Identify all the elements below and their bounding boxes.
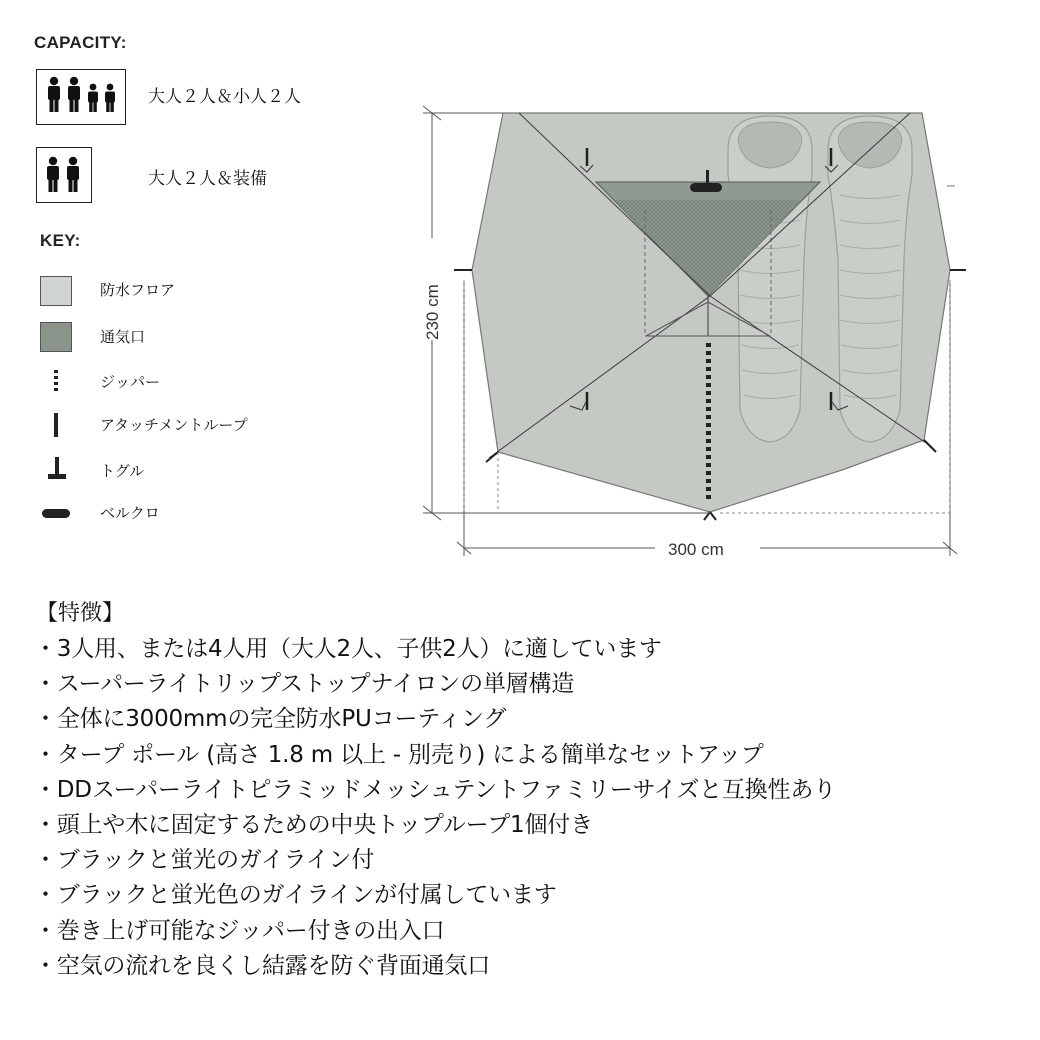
velcro-tab [690, 183, 722, 192]
toggle-top [706, 170, 709, 183]
key-attachment-loop-label: アタッチメントループ [100, 416, 248, 434]
key-toggle-label: トグル [100, 462, 145, 480]
feature-item: ・空気の流れを良くし結露を防ぐ背面通気口 [34, 952, 490, 979]
capacity-option-couple-label: 大人２人＆装備 [148, 169, 267, 189]
feature-item: ・全体に3000mmの完全防水PUコーティング [34, 706, 507, 733]
feature-item: ・ブラックと蛍光色のガイラインが付属しています [34, 882, 557, 909]
key-title: KEY: [40, 231, 81, 250]
capacity-title: CAPACITY: [34, 33, 127, 52]
feature-item: ・タープ ポール (高さ 1.8 m 以上 - 別売り) による簡単なセットアップ [34, 741, 764, 768]
height-dimension-label: 230 cm [423, 284, 442, 340]
width-dimension-label: 300 cm [668, 540, 724, 559]
feature-item: ・頭上や木に固定するための中央トップループ1個付き [34, 812, 593, 839]
features-list [34, 632, 1034, 984]
key-vent-label: 通気口 [100, 328, 146, 346]
feature-item: ・ブラックと蛍光のガイライン付 [34, 847, 375, 874]
features-title: 【特徴】 [36, 601, 125, 626]
feature-item: ・巻き上げ可能なジッパー付きの出入口 [34, 917, 445, 944]
feature-item: ・スーパーライトリップストップナイロンの単層構造 [34, 671, 575, 698]
feature-item: ・DDスーパーライトピラミッドメッシュテントファミリーサイズと互換性あり [34, 776, 836, 803]
key-velcro-label: ベルクロ [100, 504, 160, 522]
key-zipper-label: ジッパー [100, 373, 161, 391]
feature-item: ・3人用、または4人用（大人2人、子供2人）に適しています [34, 636, 662, 662]
capacity-option-family-label: 大人２人＆小人２人 [148, 87, 301, 107]
key-floor-label: 防水フロア [100, 281, 176, 299]
